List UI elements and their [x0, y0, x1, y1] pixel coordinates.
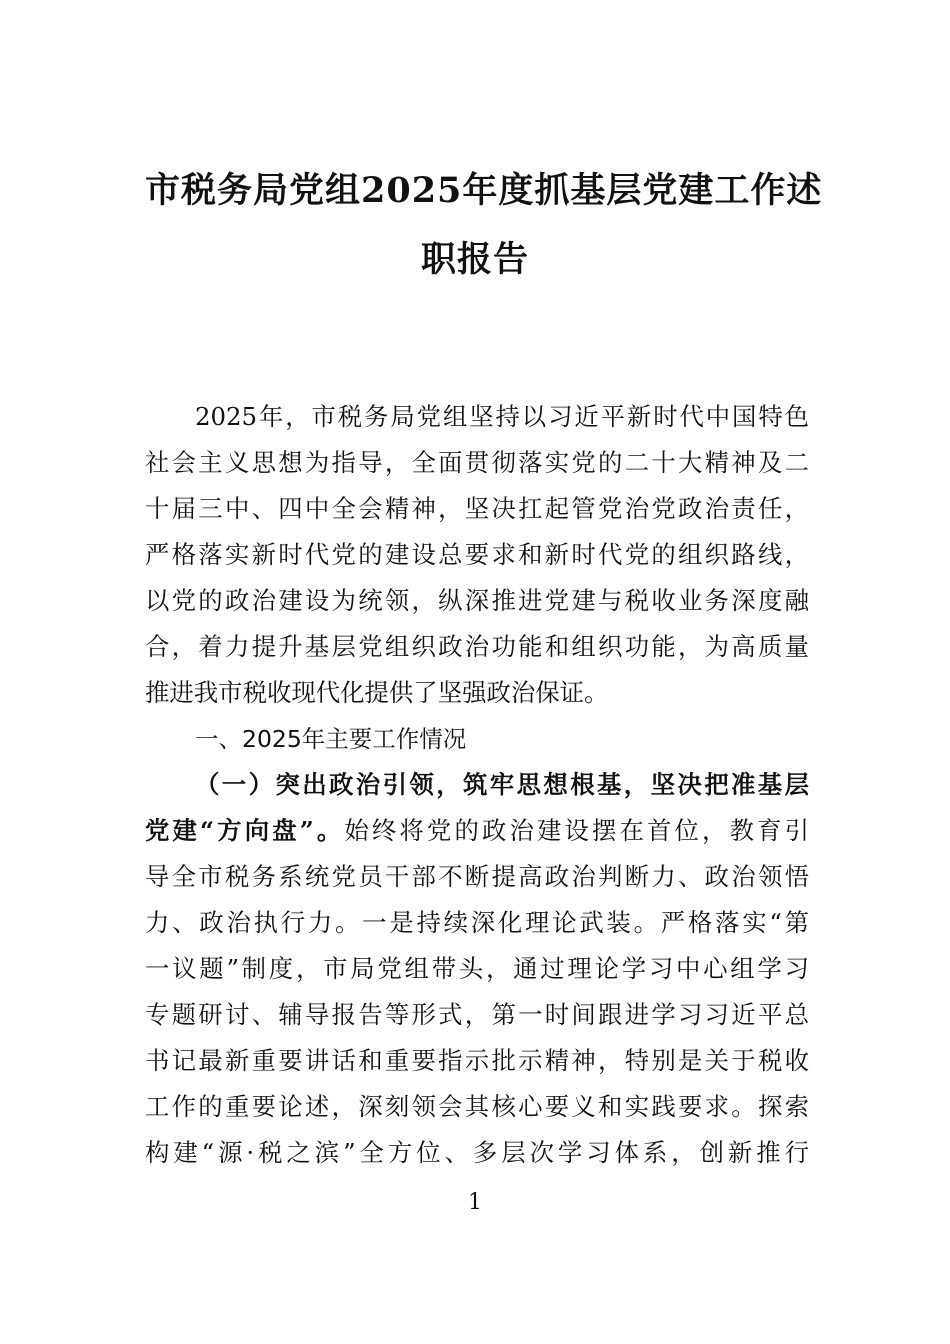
body-paragraph-line: 书记最新重要讲话和重要指示批示精神，特别是关于税收: [145, 1046, 809, 1075]
body-paragraph-line: 导全市税务系统党员干部不断提高政治判断力、政治领悟: [145, 862, 809, 891]
body-paragraph-line: 工作的重要论述，深刻领会其核心要义和实践要求。探索: [145, 1092, 809, 1121]
body-paragraph-line: 构建“源·税之滨”全方位、多层次学习体系，创新推行: [145, 1138, 809, 1167]
body-paragraph-line: 一议题”制度，市局党组带头，通过理论学习中心组学习: [145, 954, 809, 983]
subsection-heading: （一）突出政治引领，筑牢思想根基，坚决把准基层: [195, 770, 809, 799]
intro-paragraph-line: 2025年，市税务局党组坚持以习近平新时代中国特色: [195, 402, 809, 431]
body-paragraph-line: 力、政治执行力。一是持续深化理论武装。严格落实“第: [145, 908, 809, 937]
paragraph-text: 始终将党的政治建设摆在首位，教育引: [344, 816, 809, 845]
document-title-line-2: 职报告: [420, 239, 529, 280]
intro-paragraph-line: 推进我市税收现代化提供了坚强政治保证。: [145, 678, 609, 707]
body-paragraph-line: 专题研讨、辅导报告等形式，第一时间跟进学习习近平总: [145, 1000, 809, 1029]
page-number: 1: [468, 1190, 482, 1215]
section-heading: 一、2025年主要工作情况: [195, 725, 467, 753]
subsection-heading-end: 党建“方向盘”。: [145, 816, 345, 845]
intro-paragraph-line: 严格落实新时代党的建设总要求和新时代党的组织路线，: [145, 540, 809, 569]
intro-paragraph-line: 合，着力提升基层党组织政治功能和组织功能，为高质量: [145, 632, 809, 661]
document-body: [145, 394, 809, 1176]
intro-paragraph-line: 十届三中、四中全会精神，坚决扛起管党治党政治责任，: [145, 494, 809, 523]
intro-paragraph-line: 社会主义思想为指导，全面贯彻落实党的二十大精神及二: [145, 448, 809, 477]
document-title-line-1: 市税务局党组2025年度抓基层党建工作述: [145, 170, 823, 211]
subsection-continuation-line: [145, 808, 809, 854]
intro-paragraph-line: 以党的政治建设为统领，纵深推进党建与税收业务深度融: [145, 586, 809, 615]
